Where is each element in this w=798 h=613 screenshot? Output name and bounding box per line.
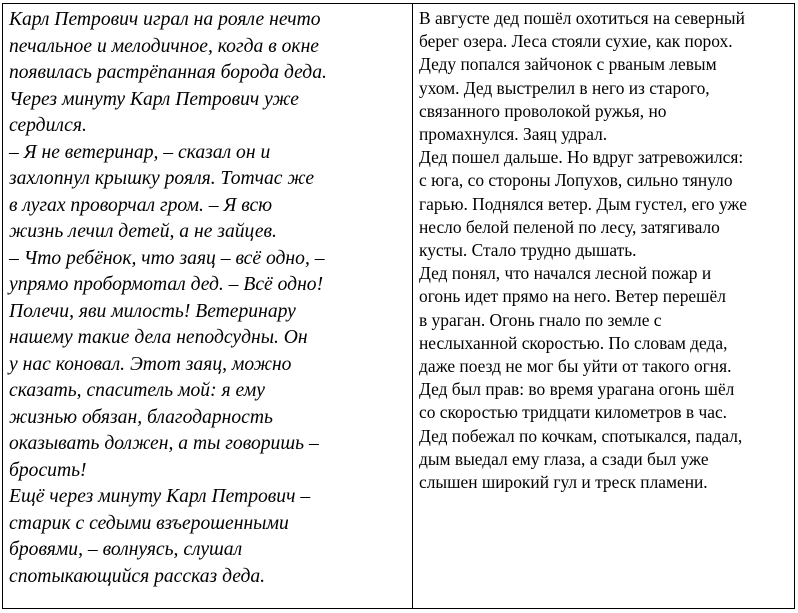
left-line: упрямо пробормотал дед. – Всё одно! — [9, 274, 324, 295]
right-line: связанного проволокой ружья, но — [419, 100, 667, 121]
left-line: старик с седыми взъерошенными — [9, 512, 289, 534]
left-line: Карл Петрович играл на рояле нечто — [9, 9, 321, 30]
right-line: гарью. Поднялся ветер. Дым густел, его уже — [419, 193, 747, 214]
left-line: спотыкающийся рассказ деда. — [9, 565, 266, 587]
left-line: – Я не ветеринар, – сказал он и — [9, 141, 271, 163]
right-line: берег озера. Леса стояли сухие, как порох. — [419, 31, 733, 52]
right-line: дым выедал ему глаза, а сзади был уже — [419, 448, 709, 469]
left-line: нашему такие дела неподсудны. Он — [9, 327, 308, 348]
right-line: со скоростью тридцати километров в час. — [419, 402, 728, 423]
right-text-cell — [413, 4, 795, 609]
table-row — [3, 4, 795, 609]
left-line: сердился. — [9, 115, 87, 136]
right-line: в ураган. Огонь гнало по земле с — [419, 309, 662, 330]
left-line: бровями, – волнуясь, слушал — [9, 539, 243, 560]
right-line: Деду попался зайчонок с рваным левым — [419, 54, 717, 75]
left-line: захлопнул крышку рояля. Тотчас же — [9, 168, 315, 189]
right-line: Дед понял, что начался лесной пожар и — [419, 263, 712, 284]
left-line: бросить! — [9, 459, 87, 481]
left-line: Через минуту Карл Петрович уже — [9, 88, 300, 110]
left-line: в лугах проворчал гром. – Я всю — [9, 194, 273, 216]
left-line: сказать, спаситель мой: я ему — [9, 380, 265, 401]
right-line: Дед был прав: во время урагана огонь шёл — [419, 379, 735, 400]
right-line: В августе дед пошёл охотиться на северный — [419, 8, 745, 28]
left-line: – Что ребёнок, что заяц – всё одно, – — [9, 247, 325, 269]
right-line: неслыханной скоростью. По словам деда, — [419, 332, 728, 353]
left-line: печальное и мелодичное, когда в окне — [9, 35, 319, 57]
left-line: появилась растрёпанная борода деда. — [9, 62, 327, 83]
left-line: жизнью обязан, благодарность — [9, 406, 273, 428]
right-line: Дед побежал по кочкам, спотыкался, падал, — [419, 425, 743, 446]
left-line: у нас коновал. Этот заяц, можно — [9, 353, 292, 375]
right-line: кусты. Стало трудно дышать. — [419, 240, 637, 261]
left-line: оказывать должен, а ты говоришь – — [9, 433, 319, 454]
right-line: промахнулся. Заяц удрал. — [419, 124, 608, 145]
left-line: Ещё через минуту Карл Петрович – — [9, 486, 311, 507]
right-line: несло белой пеленой по лесу, затягивало — [419, 216, 720, 237]
left-text-cell — [3, 4, 413, 609]
right-line: слышен широкий гул и треск пламени. — [419, 472, 708, 493]
right-line: ухом. Дед выстрелил в него из старого, — [419, 77, 710, 98]
right-line: Дед пошел дальше. Но вдруг затревожился: — [419, 147, 744, 168]
left-line: жизнь лечил детей, а не зайцев. — [9, 221, 277, 242]
left-line: Полечи, яви милость! Ветеринару — [9, 300, 296, 322]
right-line: даже поезд не мог бы уйти от такого огня. — [419, 356, 732, 377]
text-comparison-table — [2, 3, 795, 609]
right-line: с юга, со стороны Лопухов, сильно тянуло — [419, 170, 733, 191]
right-line: огонь идет прямо на него. Ветер перешёл — [419, 286, 726, 307]
